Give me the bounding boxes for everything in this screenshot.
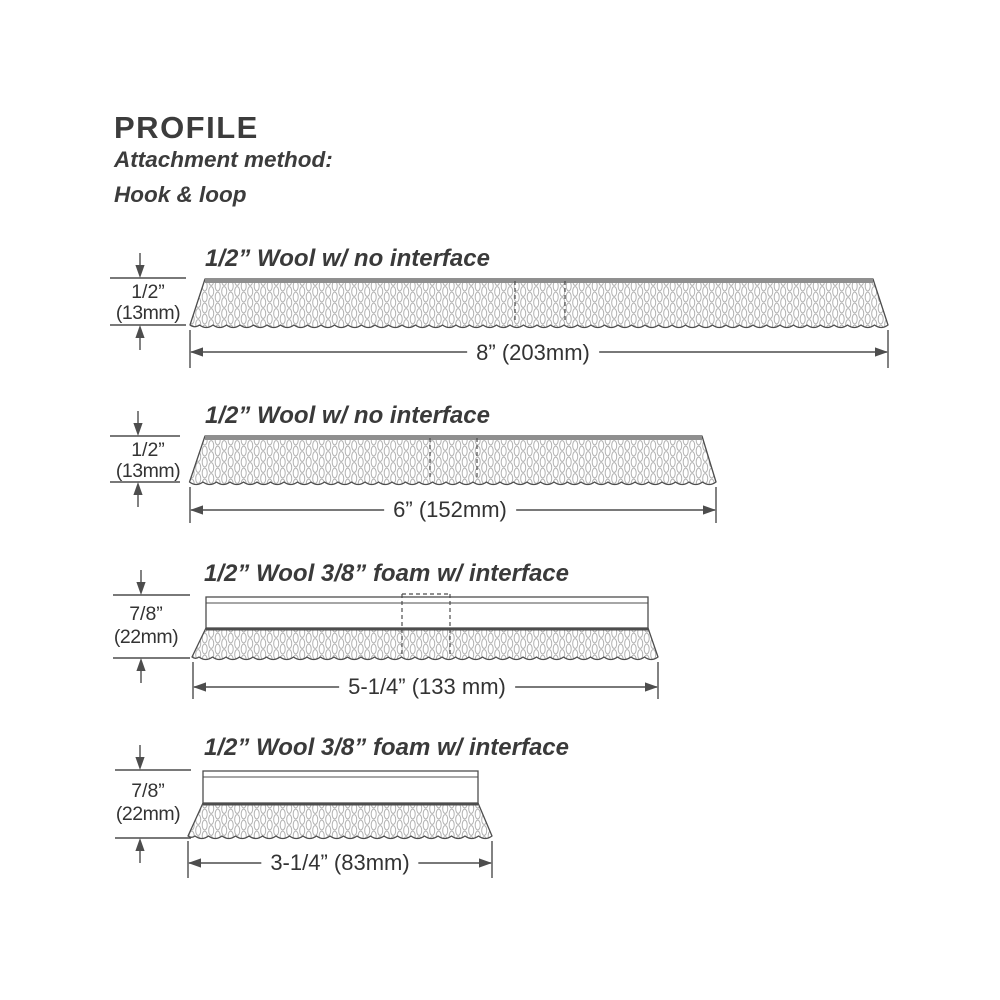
wool-body [190,436,717,485]
profile-1-label: 1/2” Wool w/ no interface [205,245,490,272]
height-inches: 1/2” [131,281,165,303]
height-mm: (22mm) [113,626,179,648]
height-mm: (13mm) [115,302,181,324]
wool-body [190,279,888,328]
height-inches: 1/2” [131,439,165,461]
profile-2-height-dimension-text [106,440,190,482]
wool-body [192,628,658,660]
profile-4-height-dimension-text [106,780,190,826]
profile-3-label: 1/2” Wool 3/8” foam w/ interface [204,560,569,587]
profile-3-height-dimension-text [104,603,188,649]
profile-4-label: 1/2” Wool 3/8” foam w/ interface [204,734,569,761]
page-title: PROFILE [114,110,259,145]
profile-1-width-dimension-text: 8” (203mm) [467,340,599,366]
attachment-type-label: Hook & loop [114,182,247,207]
profile-1-height-dimension-text [106,282,190,324]
height-mm: (13mm) [115,460,181,482]
profile-2-width-dimension-text: 6” (152mm) [384,497,516,523]
height-inches: 7/8” [131,780,165,802]
profile-3-width-dimension-text: 5-1/4” (133 mm) [339,674,515,700]
height-inches: 7/8” [129,603,163,625]
foam-interface [206,597,648,628]
wool-body [188,803,492,839]
attachment-method-label: Attachment method: [114,147,333,172]
profile-2-label: 1/2” Wool w/ no interface [205,402,490,429]
height-mm: (22mm) [115,803,181,825]
profile-4-width-dimension-text: 3-1/4” (83mm) [261,850,418,876]
foam-interface [203,771,478,803]
